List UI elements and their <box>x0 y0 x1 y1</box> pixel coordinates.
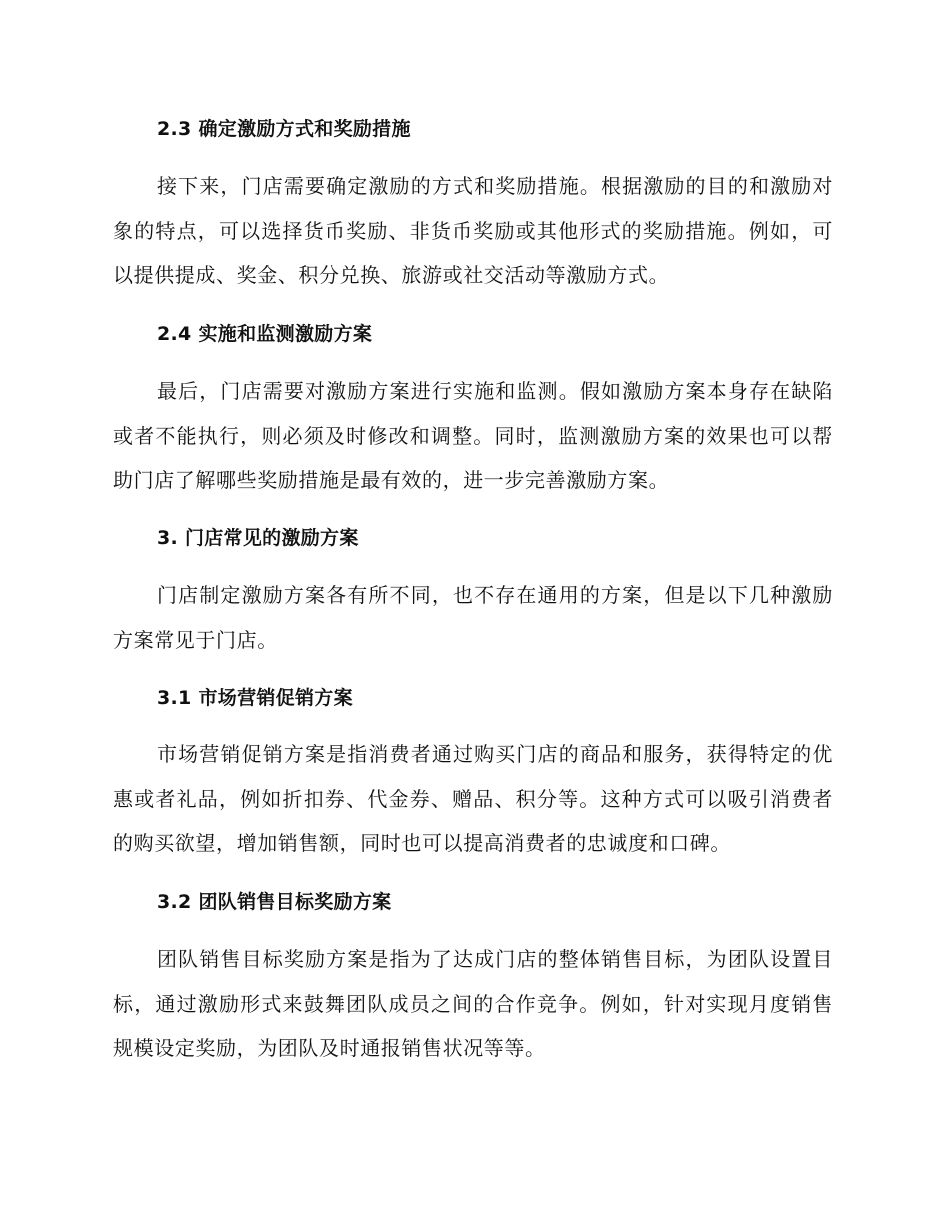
section-heading-3: 3. 门店常见的激励方案 <box>157 527 359 549</box>
section-body-2-4: 最后，门店需要对激励方案进行实施和监测。假如激励方案本身存在缺陷或者不能执行，则必须及时修改和调整。同时，监测激励方案的效果也可以帮助门店了解哪些奖励措施是最有效的，进一步完善激励方案。 <box>113 379 833 492</box>
section-body-3: 门店制定激励方案各有所不同，也不存在通用的方案，但是以下几种激励方案常见于门店。 <box>113 583 833 652</box>
section-heading-3-2: 3.2 团队销售目标奖励方案 <box>157 891 392 913</box>
section-body-3-1: 市场营销促销方案是指消费者通过购买门店的商品和服务，获得特定的优惠或者礼品，例如折扣券、代金券、赠品、积分等。这种方式可以吸引消费者的购买欲望，增加销售额，同时也可以提高消费者的忠诚度和口碑。 <box>113 742 833 855</box>
section-body-2-3: 接下来，门店需要确定激励的方式和奖励措施。根据激励的目的和激励对象的特点，可以选择货币奖励、非货币奖励或其他形式的奖励措施。例如，可以提供提成、奖金、积分兑换、旅游或社交活动等激励方式。 <box>113 174 833 287</box>
section-heading-3-1: 3.1 市场营销促销方案 <box>157 687 353 709</box>
section-body-3-2: 团队销售目标奖励方案是指为了达成门店的整体销售目标，为团队设置目标，通过激励形式来鼓舞团队成员之间的合作竞争。例如，针对实现月度销售规模设定奖励，为团队及时通报销售状况等等。 <box>113 947 833 1060</box>
section-heading-2-3: 2.3 确定激励方式和奖励措施 <box>157 118 411 140</box>
section-heading-2-4: 2.4 实施和监测激励方案 <box>157 323 373 345</box>
